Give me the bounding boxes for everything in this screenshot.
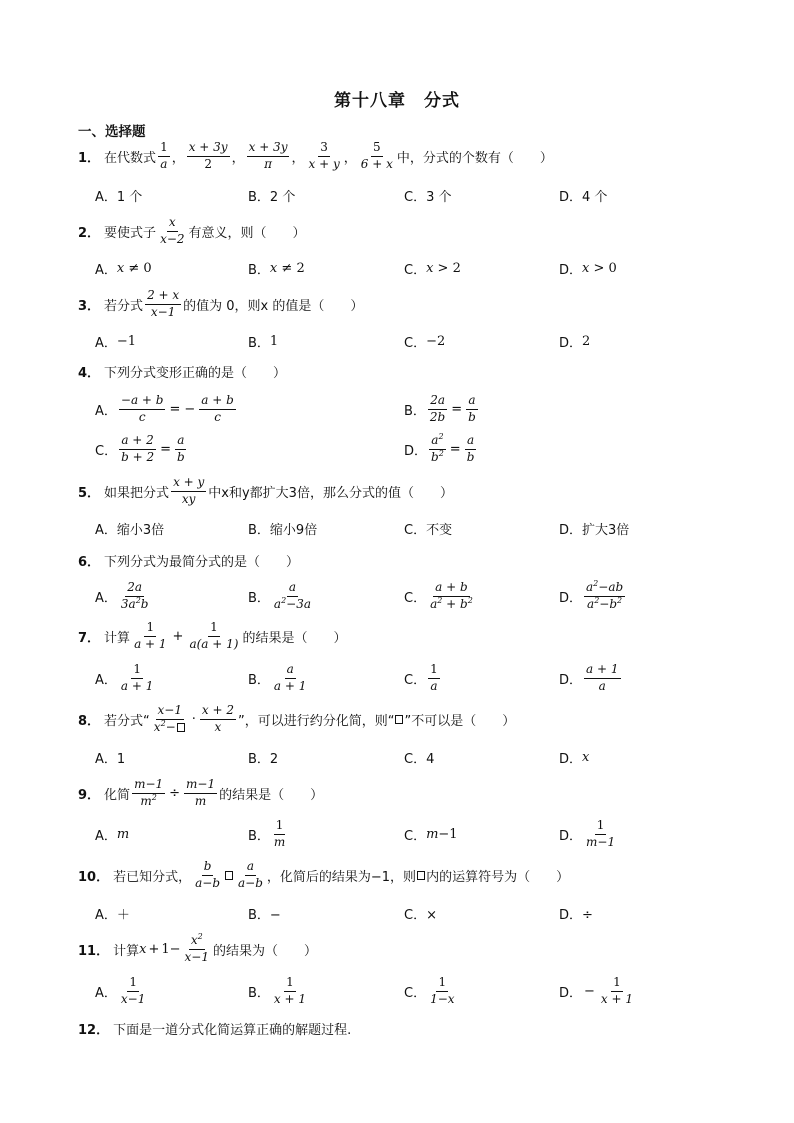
option-a[interactable]: A．1 bbox=[95, 751, 126, 767]
question-text: 的结果为（ ） bbox=[213, 943, 318, 959]
question-7: 7． 计算 $\frac{1}{a + 1}$ + $\frac{1}{a(a + 1)}$ 的结果是（ ） bbox=[78, 620, 347, 651]
option-c[interactable]: C． −2 bbox=[404, 333, 446, 351]
option-a[interactable]: A． $\frac{1}{x-1}$ bbox=[95, 975, 146, 1006]
question-text: 若分式 bbox=[104, 298, 144, 314]
option-c[interactable]: C． x > 2 bbox=[404, 260, 461, 278]
option-letter: A． bbox=[95, 403, 117, 419]
question-12 bbox=[78, 1013, 351, 1043]
question-number: 2． bbox=[78, 225, 101, 241]
question-text: 下列分式为最简分式的是（ ） bbox=[104, 554, 300, 570]
option-a[interactable]: A． $\frac{1}{a + 1}$ bbox=[95, 662, 154, 693]
option-b[interactable]: B．缩小9倍 bbox=[248, 522, 318, 538]
option-a[interactable]: A．＋ bbox=[95, 907, 130, 923]
fraction: $\frac{x-1}{x^2-}$ bbox=[152, 704, 188, 733]
question-number: 12． bbox=[78, 1022, 110, 1038]
question-10 bbox=[78, 860, 569, 890]
option-c[interactable]: C． $\frac{1}{a}$ bbox=[404, 662, 438, 693]
page-title: 第十八章 分式 bbox=[334, 91, 460, 111]
option-b[interactable]: B． $\frac{2a}{2b}$ = $\frac{a}{b}$ bbox=[404, 393, 476, 424]
option-letter: D． bbox=[404, 443, 428, 459]
option-letter: C． bbox=[95, 443, 118, 459]
option-a[interactable]: A．1 个 bbox=[95, 189, 143, 205]
question-1: 1． 在代数式 $\frac{1}{a}$ ， $\frac{x + 3y}{2}$ ， $\frac{x + 3y}{\pi}$ ， $\frac{3}{x + y}$ ， $\frac{5}{6 + x}$ 中，分式的个数有（ ） bbox=[78, 140, 553, 171]
question-text: 中，分式的个数有（ ） bbox=[396, 150, 553, 166]
question-2 bbox=[78, 216, 306, 246]
option-b[interactable]: B． x ≠ 2 bbox=[248, 260, 305, 278]
blank-box bbox=[225, 871, 233, 880]
fraction: $\frac{x + 3y}{2}$ bbox=[188, 140, 228, 171]
option-d[interactable]: D． 2 bbox=[559, 333, 591, 351]
option-d[interactable]: D． x > 0 bbox=[559, 260, 617, 278]
question-3 bbox=[78, 289, 363, 319]
question-text: ”不可以是（ ） bbox=[404, 713, 516, 729]
option-letter: A． bbox=[95, 985, 117, 1001]
option-letter: D． bbox=[559, 590, 583, 606]
option-letter: A． bbox=[95, 590, 117, 606]
section-heading: 一、选择题 bbox=[78, 124, 146, 140]
question-4 bbox=[78, 356, 286, 386]
option-letter: D． bbox=[559, 751, 583, 767]
option-c[interactable]: C． $\frac{a + b}{a^2 + b^2}$ bbox=[404, 580, 473, 611]
option-letter: D． bbox=[559, 335, 583, 351]
option-letter: C． bbox=[404, 672, 427, 688]
fraction: $\frac{x + 3y}{\pi}$ bbox=[248, 140, 288, 171]
option-letter: C． bbox=[404, 335, 427, 351]
question-text: 的结果是（ ） bbox=[219, 787, 324, 803]
option-c[interactable]: C．4 bbox=[404, 751, 435, 767]
option-a[interactable]: A．缩小3倍 bbox=[95, 522, 165, 538]
question-text: 中x和y都扩大3倍，那么分式的值（ ） bbox=[208, 485, 453, 501]
fraction: $\frac{x + 2}{x}$ bbox=[201, 703, 234, 734]
option-letter: A． bbox=[95, 262, 117, 278]
option-d[interactable]: D． − $\frac{1}{x + 1}$ bbox=[559, 975, 634, 1006]
question-text: 下列分式变形正确的是（ ） bbox=[104, 365, 287, 381]
option-c[interactable]: C． $\frac{a + 2}{b + 2}$ = $\frac{a}{b}$ bbox=[95, 433, 185, 464]
option-c[interactable]: C．× bbox=[404, 907, 437, 923]
option-a[interactable]: A． $\frac{-a + b}{c}$ = − $\frac{a + b}{c}$ bbox=[95, 393, 234, 424]
option-d[interactable]: D． $\frac{1}{m-1}$ bbox=[559, 818, 616, 849]
fraction: $\frac{x + y}{xy}$ bbox=[173, 475, 205, 506]
option-letter: B． bbox=[248, 262, 270, 278]
fraction: $\frac{1}{a(a + 1)}$ bbox=[189, 620, 239, 651]
question-number: 1． bbox=[78, 150, 101, 166]
question-text: 下面是一道分式化简运算正确的解题过程. bbox=[113, 1022, 352, 1038]
question-text: 内的运算符号为（ ） bbox=[426, 869, 570, 885]
option-letter: B． bbox=[248, 335, 270, 351]
option-c[interactable]: C．3 个 bbox=[404, 189, 452, 205]
fraction: $\frac{b}{a-b}$ bbox=[195, 859, 220, 890]
question-number: 5． bbox=[78, 485, 101, 501]
option-letter: C． bbox=[404, 828, 427, 844]
question-text: 计算 bbox=[113, 943, 140, 959]
option-b[interactable]: B．− bbox=[248, 907, 281, 923]
fraction: $\frac{3}{x + y}$ bbox=[308, 140, 340, 171]
option-a[interactable]: A． −1 bbox=[95, 333, 137, 351]
option-b[interactable]: B． 1 bbox=[248, 333, 279, 351]
option-letter: C． bbox=[404, 985, 427, 1001]
option-letter: B． bbox=[248, 985, 270, 1001]
fraction: $\frac{x}{x-2}$ bbox=[160, 215, 185, 246]
option-letter: D． bbox=[559, 262, 583, 278]
option-letter: B． bbox=[248, 590, 270, 606]
question-text: 计算 bbox=[104, 630, 131, 646]
question-number: 6． bbox=[78, 554, 101, 570]
option-letter: C． bbox=[404, 262, 427, 278]
option-letter: A． bbox=[95, 335, 117, 351]
fraction: $\frac{1}{a}$ bbox=[160, 140, 168, 171]
option-a[interactable]: A． x ≠ 0 bbox=[95, 260, 152, 278]
question-text: 要使式子 bbox=[104, 225, 157, 241]
option-d[interactable]: D．÷ bbox=[559, 907, 593, 923]
fraction: $\frac{m-1}{m}$ bbox=[186, 777, 216, 808]
question-text: 在代数式 bbox=[104, 150, 157, 166]
option-b[interactable]: B． $\frac{a}{a + 1}$ bbox=[248, 662, 307, 693]
option-letter: B． bbox=[248, 828, 270, 844]
option-b[interactable]: B． $\frac{1}{x + 1}$ bbox=[248, 975, 307, 1006]
option-d[interactable]: D． $\frac{a^2}{b^2}$ = $\frac{a}{b}$ bbox=[404, 432, 475, 464]
question-number: 3． bbox=[78, 298, 101, 314]
option-d[interactable]: D． $\frac{a^2-ab}{a^2-b^2}$ bbox=[559, 579, 624, 611]
question-9: 9． 化简 $\frac{m-1}{m^2}$ ÷ $\frac{m-1}{m}$ 的结果是（ ） bbox=[78, 777, 324, 808]
fraction: $\frac{2 + x}{x-1}$ bbox=[147, 288, 180, 319]
blank-box bbox=[395, 715, 403, 724]
question-number: 10． bbox=[78, 869, 110, 885]
option-a[interactable]: A． m bbox=[95, 826, 130, 844]
question-text: 若分式“ bbox=[104, 713, 150, 729]
question-number: 4． bbox=[78, 365, 101, 381]
question-5 bbox=[78, 476, 453, 506]
question-text: 的值为 0，则x 的值是（ ） bbox=[183, 298, 364, 314]
option-b[interactable]: B．2 个 bbox=[248, 189, 296, 205]
question-number: 11． bbox=[78, 943, 110, 959]
option-c[interactable]: C．不变 bbox=[404, 522, 453, 538]
option-d[interactable]: D．4 个 bbox=[559, 189, 608, 205]
option-letter: A． bbox=[95, 828, 117, 844]
question-number: 7． bbox=[78, 630, 101, 646]
fraction: $\frac{m-1}{m^2}$ bbox=[134, 777, 164, 808]
fraction: $\frac{1}{a + 1}$ bbox=[134, 620, 167, 651]
blank-box bbox=[417, 871, 425, 880]
option-c[interactable]: C． m −1 bbox=[404, 826, 458, 844]
option-b[interactable]: B． $\frac{a}{a^2-3a}$ bbox=[248, 580, 312, 611]
question-number: 8． bbox=[78, 713, 101, 729]
question-text: 若已知分式， bbox=[113, 869, 192, 885]
question-text: 有意义，则（ ） bbox=[188, 225, 306, 241]
option-a[interactable]: A． $\frac{2a}{3a^2b}$ bbox=[95, 580, 149, 611]
question-11: 11． 计算 x + 1− $\frac{x^2}{x-1}$ 的结果为（ ） bbox=[78, 932, 318, 964]
question-text: ”，可以进行约分化简，则“ bbox=[237, 713, 395, 729]
option-letter: C． bbox=[404, 590, 427, 606]
option-b[interactable]: B．2 bbox=[248, 751, 279, 767]
option-letter: A． bbox=[95, 672, 117, 688]
option-letter: B． bbox=[404, 403, 426, 419]
question-number: 9． bbox=[78, 787, 101, 803]
option-d[interactable]: D．扩大3倍 bbox=[559, 522, 630, 538]
option-b[interactable]: B． $\frac{1}{m}$ bbox=[248, 818, 286, 849]
question-8: 8． 若分式“ $\frac{x-1}{x^2-}$ · $\frac{x + 2}{x}$ ”，可以进行约分化简，则“ ”不可以是（ ） bbox=[78, 703, 516, 734]
fraction: $\frac{a}{a-b}$ bbox=[238, 859, 263, 890]
option-c[interactable]: C． $\frac{1}{1-x}$ bbox=[404, 975, 455, 1006]
option-d[interactable]: D． x bbox=[559, 749, 590, 767]
question-text: 的结果是（ ） bbox=[242, 630, 347, 646]
option-letter: D． bbox=[559, 985, 583, 1001]
option-letter: D． bbox=[559, 828, 583, 844]
option-letter: B． bbox=[248, 672, 270, 688]
fraction: $\frac{x^2}{x-1}$ bbox=[184, 932, 209, 964]
question-6 bbox=[78, 545, 299, 575]
question-text: 如果把分式 bbox=[104, 485, 170, 501]
option-d[interactable]: D． $\frac{a + 1}{a}$ bbox=[559, 662, 619, 693]
question-text: ，化简后的结果为−1，则 bbox=[266, 869, 417, 885]
option-letter: D． bbox=[559, 672, 583, 688]
fraction: $\frac{5}{6 + x}$ bbox=[360, 140, 393, 171]
question-text: 化简 bbox=[104, 787, 131, 803]
